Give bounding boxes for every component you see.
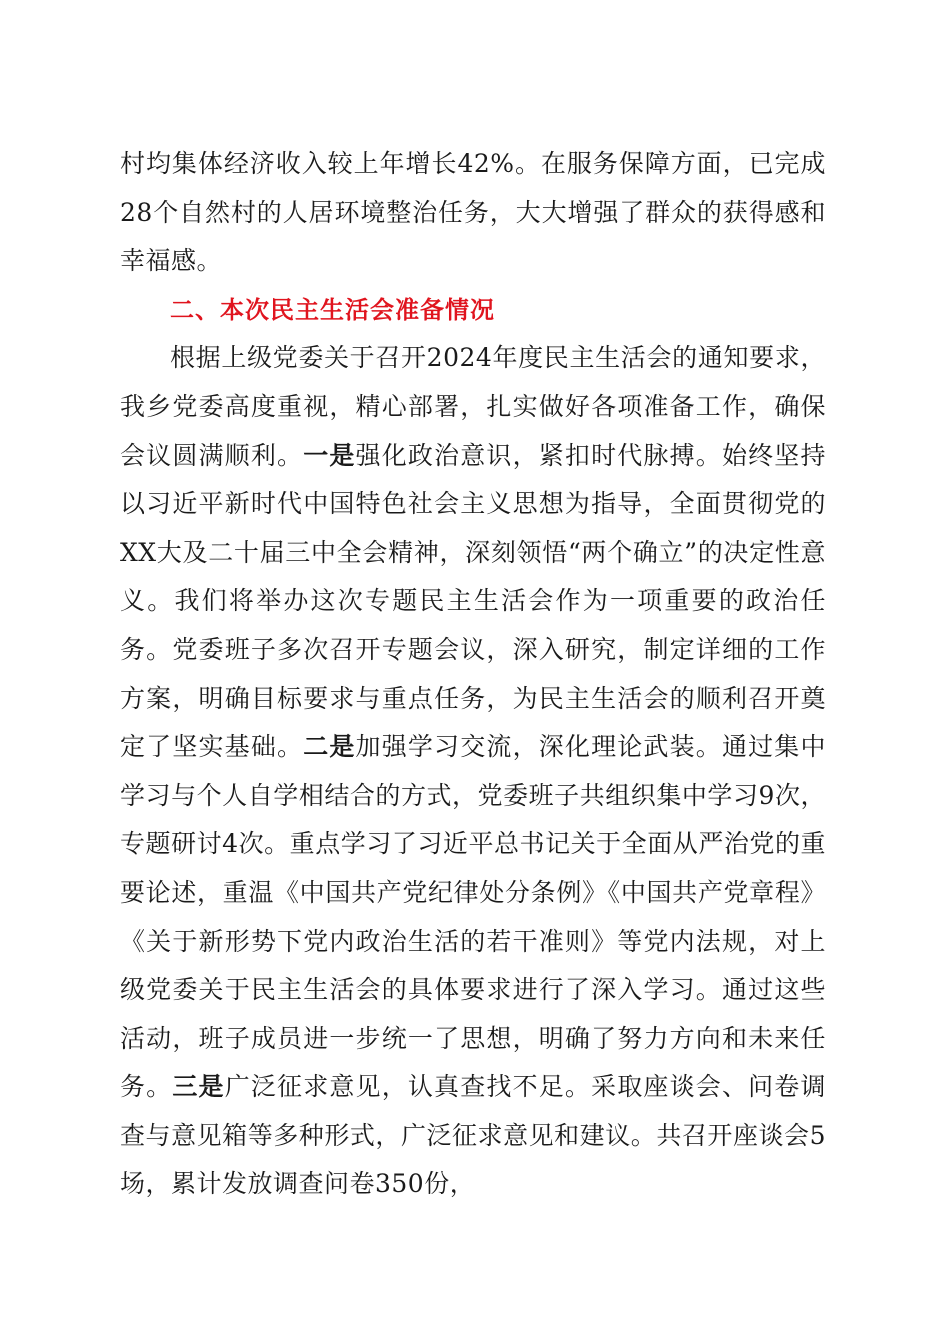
paragraph-preparation: [120, 334, 826, 1209]
item1-label: 一是: [303, 440, 356, 470]
preparation-intro: 根据上级党委关于召开2024年度民主生活会的通知要求，我乡党委高度重视，精心部署，扎实做好各项准备工作，确保会议圆满顺利。: [120, 343, 826, 470]
item3-text: 广泛征求意见，认真查找不足。采取座谈会、问卷调查与意见箱等多种形式，广泛征求意见和建议。共召开座谈会5场，累计发放调查问卷350份，: [120, 1072, 826, 1199]
document-body: [120, 140, 826, 1209]
paragraph-results: [120, 140, 826, 286]
section-heading: 二、本次民主生活会准备情况: [170, 295, 495, 324]
item1-text: 强化政治意识，紧扣时代脉搏。始终坚持以习近平新时代中国特色社会主义思想为指导，全面贯彻党的XX大及二十届三中全会精神，深刻领悟“两个确立”的决定性意义。我们将举办这次专题民主生活会作为一项重要的政治任务。党委班子多次召开专题会议，深入研究，制定详细的工作方案，明确目标要求与重点任务，为民主生活会的顺利召开奠定了坚实基础。: [120, 440, 826, 762]
item3-label: 三是: [172, 1072, 225, 1102]
paragraph-results-text: 村均集体经济收入较上年增长42%。在服务保障方面，已完成28个自然村的人居环境整治任务，大大增强了群众的获得感和幸福感。: [120, 149, 826, 276]
item2-label: 二是: [303, 732, 356, 762]
item2-text: 加强学习交流，深化理论武装。通过集中学习与个人自学相结合的方式，党委班子共组织集中学习9次，专题研讨4次。重点学习了习近平总书记关于全面从严治党的重要论述，重温《中国共产党纪律处分条例》《中国共产党章程》《关于新形势下党内政治生活的若干准则》等党内法规，对上级党委关于民主生活会的具体要求进行了深入学习。通过这些活动，班子成员进一步统一了思想，明确了努力方向和未来任务。: [120, 732, 826, 1102]
